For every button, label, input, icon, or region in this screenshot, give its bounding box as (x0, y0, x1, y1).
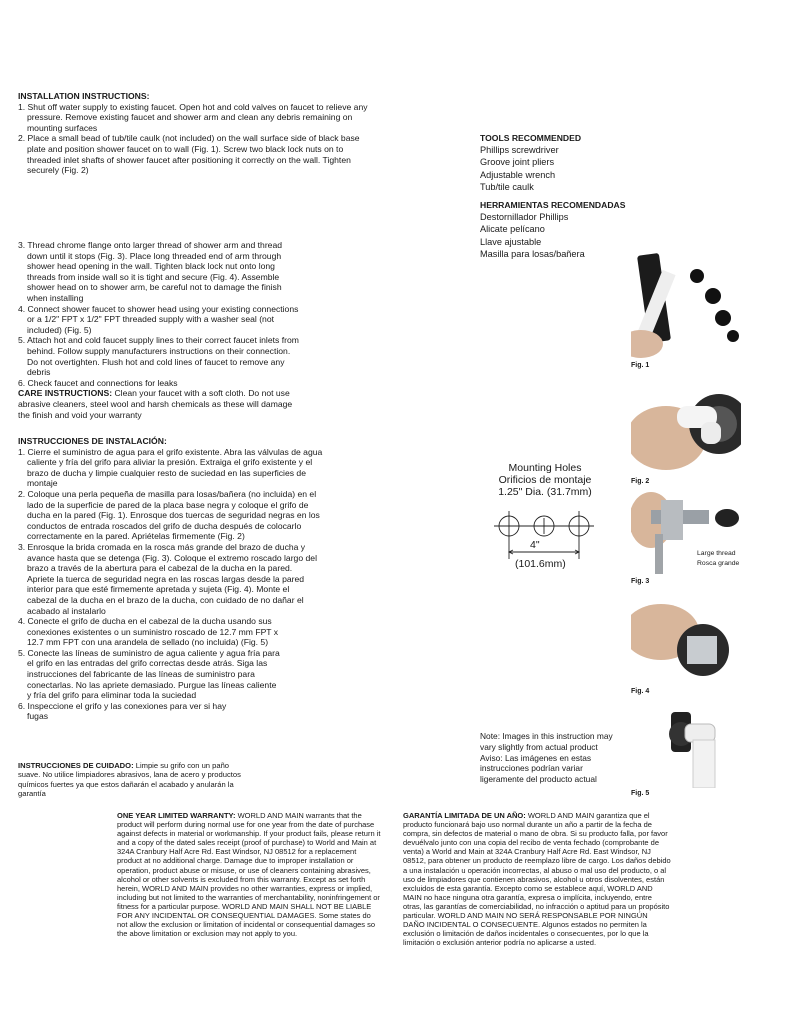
care-es (18, 761, 250, 799)
fig-5-label: Fig. 5 (631, 790, 650, 797)
install-es-step-3: 3. Enrosque la brida cromada en la rosca más grande del brazo de ducha y avance hasta que se detenga (Fig. 3). Coloque el extremo roscado largo del brazo a través de la abertura para el cabezal de la ducha en la pared. Apriete la tuerca de seguridad negra en las roscas largas desde la pared interior para que esté firmemente apretada y sujeta (Fig. 4). Monte el cabezal de la ducha en el brazo de la ducha, con cuidado de no dañar el acabado al instalarlo (18, 541, 317, 616)
mounting-holes-diagram (480, 462, 610, 498)
fig-4-image (631, 594, 741, 686)
mounting-dia: 1.25" Dia. (31.7mm) (498, 486, 592, 498)
tools-section (480, 132, 630, 260)
tool-item: Destornillador Phillips (480, 212, 569, 223)
tool-item: Tub/tile caulk (480, 181, 534, 192)
fig-2-label: Fig. 2 (631, 478, 650, 485)
warranty-en (117, 811, 383, 938)
care-es-text: Limpie su grifo con un paño suave. No utilice limpiadores abrasivos, lana de acero y productos químicos fuertes ya que estos dañarán el acabado y anularán la garantía (18, 761, 241, 799)
warranty-en-label: ONE YEAR LIMITED WARRANTY: (117, 811, 236, 820)
fig-3-callout (697, 549, 739, 568)
care-es-label: INSTRUCCIONES DE CUIDADO: (18, 761, 134, 770)
install-es-step-5: 5. Conecte las líneas de suministro de agua caliente y agua fría para el grifo en las entradas del grifo correctas desde atrás. Siga las instrucciones del fabricante de las líneas de suministro para conectarlas. No las apriete demasiado. Purgue las líneas caliente y fría del grifo para eliminar toda la suciedad (18, 647, 280, 701)
fig-3-callout-en: Large thread (697, 550, 736, 557)
install-es-step-6: 6. Inspeccione el grifo y las conexiones para ver si hay fugas (18, 700, 227, 722)
install-en-step-3: 3. Thread chrome flange onto larger thread of shower arm and thread down until it stops (Fig. 3). Place long threaded end of arm through shower head opening in the wall. Tighten black lock nut onto long threads from inside wall so it is tight and secure (Fig. 4). Assemble shower head on to shower arm, be careful not to damage the finish when installing (18, 240, 283, 303)
fig-1-label: Fig. 1 (631, 362, 650, 369)
care-en (18, 388, 302, 420)
install-es-step-2: 2. Coloque una perla pequeña de masilla para losas/bañera (no incluida) en el lado de la superficie de pared de la placa base negra y coloque el grifo de ducha en la pared (Fig. 1). Enrosque dos tuercas de seguridad negras en los conductos de entrada roscados del grifo de ducha después de colocarlo correctamente en la pared. Apriételas firmemente (Fig. 2) (18, 488, 320, 542)
install-en-step-5: 5. Attach hot and cold faucet supply lines to their correct faucet inlets from behind. Follow supply manufacturers instructions on their connection. Do not overtighten. Flush hot and cold lines of faucet to remove any debris (18, 335, 299, 378)
install-es-step-4: 4. Conecte el grifo de ducha en el cabezal de la ducha usando sus conexiones existentes o un suministro roscado de 12.7 mm FPT x 12.7 mm FPT con una arandela de sellado (no incluida) (Fig. 5) (18, 616, 279, 648)
tool-item: Adjustable wrench (480, 169, 556, 180)
tool-item: Alicate pelícano (480, 224, 545, 235)
note-es: Aviso: Las imágenes en estas instrucciones podrían variar ligeramente del producto actual (480, 752, 597, 785)
mounting-spacing-in: 4" (530, 539, 540, 551)
install-en-step-2: 2. Place a small bead of tub/tile caulk (not included) on the wall surface side of black base plate and position shower faucet on to wall (Fig. 1). Screw two black lock nuts on to threaded inlet shafts of shower faucet after positioning it correctly on the wall. Tighten securely (Fig. 2) (18, 133, 360, 176)
note-section (480, 731, 620, 785)
tool-item: Masilla para losas/bañera (480, 248, 585, 259)
tool-item: Llave ajustable (480, 236, 542, 247)
install-en-section-a (18, 91, 368, 176)
install-en-step-4: 4. Connect shower faucet to shower head using your existing connections or a 1/2" FPT x 1/2" FPT threaded supply with a washer seal (not included) (Fig. 5) (18, 303, 299, 335)
care-en-label: CARE INSTRUCTIONS: (18, 388, 113, 399)
fig-1-image (631, 240, 741, 360)
install-en-step-1: 1. Shut off water supply to existing faucet. Open hot and cold valves on faucet to relieve any pressure. Remove existing faucet and shower arm and clean any debris remaining on mounting surfaces (18, 101, 368, 133)
note-en: Note: Images in this instruction may vary slightly from actual product (480, 731, 613, 752)
warranty-es (403, 811, 671, 947)
tool-item: Groove joint pliers (480, 157, 555, 168)
install-es-section (18, 436, 330, 722)
tools-heading-es: HERRAMIENTAS RECOMENDADAS (480, 200, 626, 211)
mounting-spacing-mm: (101.6mm) (515, 558, 566, 570)
install-es-heading: INSTRUCCIONES DE INSTALACIÓN: (18, 436, 167, 446)
mounting-title-es: Orificios de montaje (498, 474, 592, 486)
fig-3-label: Fig. 3 (631, 578, 650, 585)
tools-heading-en: TOOLS RECOMMENDED (480, 133, 582, 143)
install-en-step-6: 6. Check faucet and connections for leaks (18, 377, 178, 388)
install-es-step-1: 1. Cierre el suministro de agua para el grifo existente. Abra las válvulas de agua caliente y fría del grifo para aliviar la presión. Extraiga el grifo existente y el brazo de ducha y limpie cualquier resto de suciedad en las superficies de montaje (18, 446, 323, 489)
care-en-text: Clean your faucet with a soft cloth. Do not use abrasive cleaners, steel wool and harsh chemicals as these will damage the finish and void your warranty (18, 388, 293, 420)
install-en-heading: INSTALLATION INSTRUCTIONS: (18, 91, 150, 101)
fig-5-image (631, 702, 741, 788)
fig-2-image (631, 376, 741, 476)
tool-item: Phillips screwdriver (480, 145, 559, 156)
warranty-en-text: WORLD AND MAIN warrants that the product will perform during normal use for one year from the date of purchase against defects in material or workmanship. If your product fails, please return it and a copy of the dated sales receipt (proof of purchase) to World and Main at 324A Cranbury Half Acre Rd. East Windsor, NJ 08512 for a replacement product at no additional charge. Damage due to improper installation or operation, product abuse or misuse, or use of cleaners containing abrasives, alcohol or other solvents is excluded from this warranty. Except as set forth herein, WORLD AND MAIN provides no other warranties, express or implied, including but not limited to the warranties of merchantability, noninfringement or fitness for a particular purpose. WORLD AND MAIN SHALL NOT BE LIABLE FOR ANY INCIDENTAL OR CONSEQUENTIAL DAMAGES. Some states do not allow the exclusion or limitation of incidental or consequential damages so the above limitation or exclusion may not apply to you. (117, 811, 381, 939)
fig-3-callout-es: Rosca grande (697, 559, 740, 567)
fig-4-label: Fig. 4 (631, 688, 650, 695)
install-en-section-b (18, 240, 302, 420)
warranty-es-label: GARANTÍA LIMITADA DE UN AÑO: (403, 811, 526, 820)
warranty-es-text: WORLD AND MAIN garantiza que el producto funcionará bajo uso normal durante un año a partir de la fecha de compra, sin defectos de material o mano de obra. Si su producto falla, por favor devuélvalo junto con una copia del recibo de venta fechado (comprobante de venta) a World and Main at 324A Cranbury Half Acre Rd. East Windsor, NJ 08512, para obtener un producto de reemplazo libre de cargo. Los daños debido a una instalación u operación incorrectas, al abuso o mal uso del producto, o al uso de limpiadores que contienen abrasivos, alcohol u otros disolventes, están excluidos de esta garantía. Excepto como se establece aquí, WORLD AND MAIN no hace ninguna otra garantía, expresa o implícita, incluyendo, entre otras, las garantías de comerciabilidad, no infracción o aptitud para un propósito particular. WORLD AND MAIN NO SERÁ RESPONSABLE POR NINGÚN DAÑO INCIDENTAL O CONSECUENTE. Algunos estados no permiten la exclusión o limitación de daños incidentales o consecuentes, por lo que la limitación o exclusión anterior podría no aplicarse a usted. (403, 811, 671, 948)
mounting-title-en: Mounting Holes (508, 462, 582, 474)
